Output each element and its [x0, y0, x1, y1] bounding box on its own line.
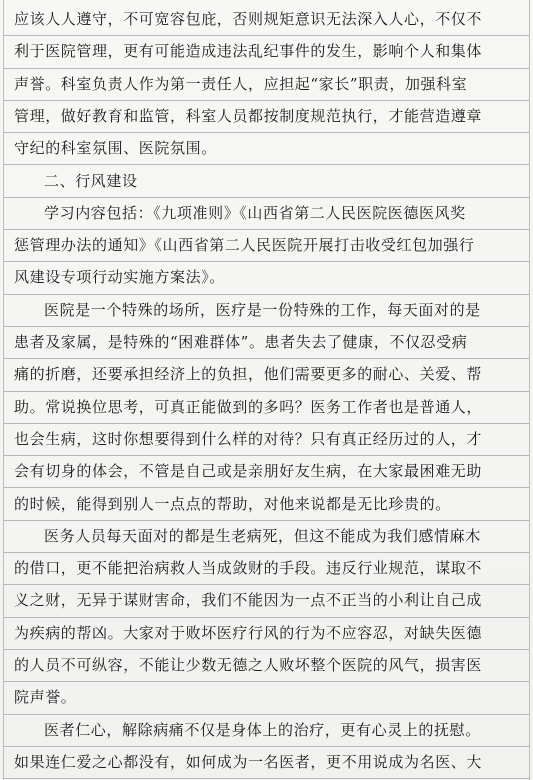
- text-line: 应该人人遵守，不可宽容包庇，否则规矩意识无法深入人心，不仅不: [4, 4, 529, 36]
- text-line: 助。常说换位思考，可真正能做到的多吗？医务工作者也是普通人，: [4, 392, 529, 424]
- text-line: 为疾病的帮凶。大家对于败坏医疗行风的行为不应容忍，对缺失医德: [4, 618, 529, 650]
- text-line: 的时候，能得到别人一点点的帮助，对他来说都是无比珍贵的。: [4, 489, 529, 521]
- text-line: 学习内容包括：《九项准则》《山西省第二人民医院医德医风奖: [4, 198, 529, 230]
- text-line: 管理，做好教育和监管，科室人员都按制度规范执行，才能营造遵章: [4, 101, 529, 133]
- text-line: 也会生病，这时你想要得到什么样的对待？只有真正经历过的人，才: [4, 424, 529, 456]
- text-line: 痛的折磨，还要承担经济上的负担，他们需要更多的耐心、关爱、帮: [4, 359, 529, 391]
- text-line: 医院是一个特殊的场所，医疗是一份特殊的工作，每天面对的是: [4, 295, 529, 327]
- text-line: 患者及家属，是特殊的“困难群体”。患者失去了健康，不仅忍受病: [4, 327, 529, 359]
- text-line: 如果连仁爱之心都没有，如何成为一名医者，更不用说成为名医、大: [4, 747, 529, 779]
- text-line: 惩管理办法的通知》《山西省第二人民医院开展打击收受红包加强行: [4, 230, 529, 262]
- text-line: 的借口，更不能把治病救人当成敛财的手段。违反行业规范，谋取不: [4, 553, 529, 585]
- text-line: 义之财，无异于谋财害命，我们不能因为一点不正当的小利让自己成: [4, 585, 529, 617]
- text-line: 二、行风建设: [4, 166, 529, 198]
- text-line: 的人员不可纵容，不能让少数无德之人败坏整个医院的风气，损害医: [4, 650, 529, 682]
- text-line: 利于医院管理，更有可能造成违法乱纪事件的发生，影响个人和集体: [4, 36, 529, 68]
- text-line: 声誉。科室负责人作为第一责任人，应担起“家长”职责，加强科室: [4, 69, 529, 101]
- text-line: 医务人员每天面对的都是生老病死，但这不能成为我们感情麻木: [4, 521, 529, 553]
- text-line: 会有切身的体会，不管是自己或是亲朋好友生病，在大家最困难无助: [4, 456, 529, 488]
- text-line: 风建设专项行动实施方案法》。: [4, 262, 529, 294]
- text-line: 院声誉。: [4, 682, 529, 714]
- text-line: 守纪的科室氛围、医院氛围。: [4, 133, 529, 165]
- text-line: 医者仁心，解除病痛不仅是身体上的治疗，更有心灵上的抚慰。: [4, 715, 529, 747]
